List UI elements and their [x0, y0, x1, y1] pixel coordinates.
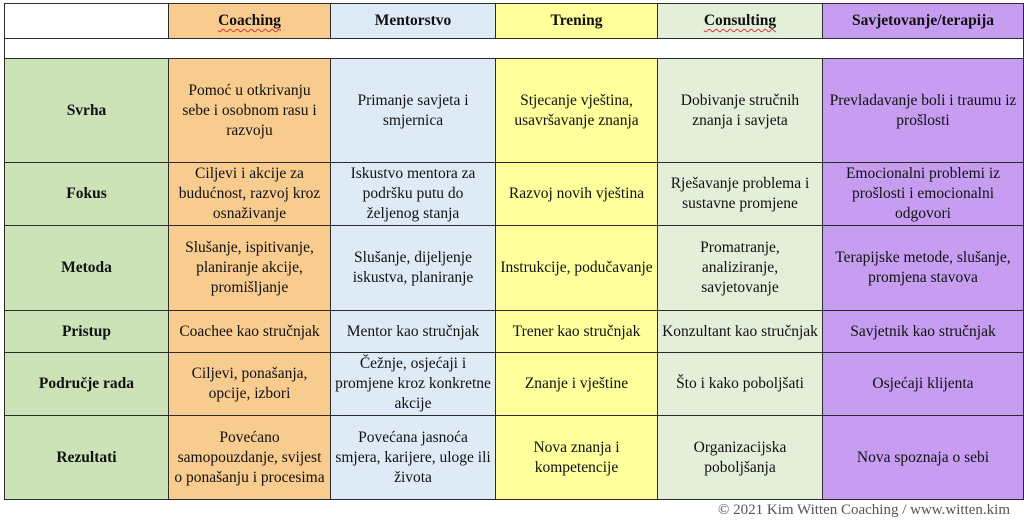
table-cell: Ciljevi, ponašanja, opcije, izbori [169, 353, 331, 416]
table-cell: Terapijske metode, slušanje, promjena stavova [823, 226, 1024, 311]
table-cell: Emocionalni problemi iz prošlosti i emocionalni odgovori [823, 163, 1024, 226]
table-row [5, 416, 1024, 500]
table-cell: Što i kako poboljšati [658, 353, 823, 416]
table-cell: Slušanje, ispitivanje, planiranje akcije, promišljanje [169, 226, 331, 311]
copyright-footer: © 2021 Kim Witten Coaching / www.witten.kim [717, 502, 1010, 518]
comparison-table [4, 3, 1024, 500]
table-row [5, 163, 1024, 226]
table-cell: Nova znanja i kompetencije [496, 416, 658, 500]
col-header-consulting: Consulting [658, 4, 823, 39]
table-cell: Iskustvo mentora za podršku putu do željenog stanja [331, 163, 496, 226]
corner-cell [5, 4, 169, 39]
table-cell: Organizacijska poboljšanja [658, 416, 823, 500]
row-label-podrucje-rada: Područje rada [5, 353, 169, 416]
table-cell: Slušanje, dijeljenje iskustva, planiranje [331, 226, 496, 311]
table-cell: Povećano samopouzdanje, svijest o ponašanju i procesima [169, 416, 331, 500]
table-cell: Instrukcije, podučavanje [496, 226, 658, 311]
col-header-savjetovanje: Savjetovanje/terapija [823, 4, 1024, 39]
table-cell: Nova spoznaja o sebi [823, 416, 1024, 500]
row-label-fokus: Fokus [5, 163, 169, 226]
row-label-rezultati: Rezultati [5, 416, 169, 500]
row-label-metoda: Metoda [5, 226, 169, 311]
table-cell: Osjećaji klijenta [823, 353, 1024, 416]
spacer-cell [5, 39, 1024, 59]
col-header-coaching: Coaching [169, 4, 331, 39]
table-cell: Coachee kao stručnjak [169, 311, 331, 353]
row-label-svrha: Svrha [5, 59, 169, 163]
spacer-row [5, 39, 1024, 59]
table-cell: Promatranje, analiziranje, savjetovanje [658, 226, 823, 311]
table-cell: Povećana jasnoća smjera, karijere, uloge ili života [331, 416, 496, 500]
table-row [5, 59, 1024, 163]
table-cell: Trener kao stručnjak [496, 311, 658, 353]
table-row [5, 311, 1024, 353]
table-row [5, 353, 1024, 416]
table-row [5, 226, 1024, 311]
table-cell: Rješavanje problema i sustavne promjene [658, 163, 823, 226]
header-row [5, 4, 1024, 39]
table-cell: Konzultant kao stručnjak [658, 311, 823, 353]
row-label-pristup: Pristup [5, 311, 169, 353]
table-cell: Stjecanje vještina, usavršavanje znanja [496, 59, 658, 163]
table-cell: Mentor kao stručnjak [331, 311, 496, 353]
table-cell: Čežnje, osjećaji i promjene kroz konkretne akcije [331, 353, 496, 416]
table-cell: Primanje savjeta i smjernica [331, 59, 496, 163]
table-cell: Ciljevi i akcije za budućnost, razvoj kroz osnaživanje [169, 163, 331, 226]
table-cell: Savjetnik kao stručnjak [823, 311, 1024, 353]
col-header-trening: Trening [496, 4, 658, 39]
table-cell: Dobivanje stručnih znanja i savjeta [658, 59, 823, 163]
table-cell: Pomoć u otkrivanju sebe i osobnom rasu i razvoju [169, 59, 331, 163]
col-header-mentorstvo: Mentorstvo [331, 4, 496, 39]
table-cell: Znanje i vještine [496, 353, 658, 416]
table-cell: Razvoj novih vještina [496, 163, 658, 226]
table-cell: Prevladavanje boli i traumu iz prošlosti [823, 59, 1024, 163]
